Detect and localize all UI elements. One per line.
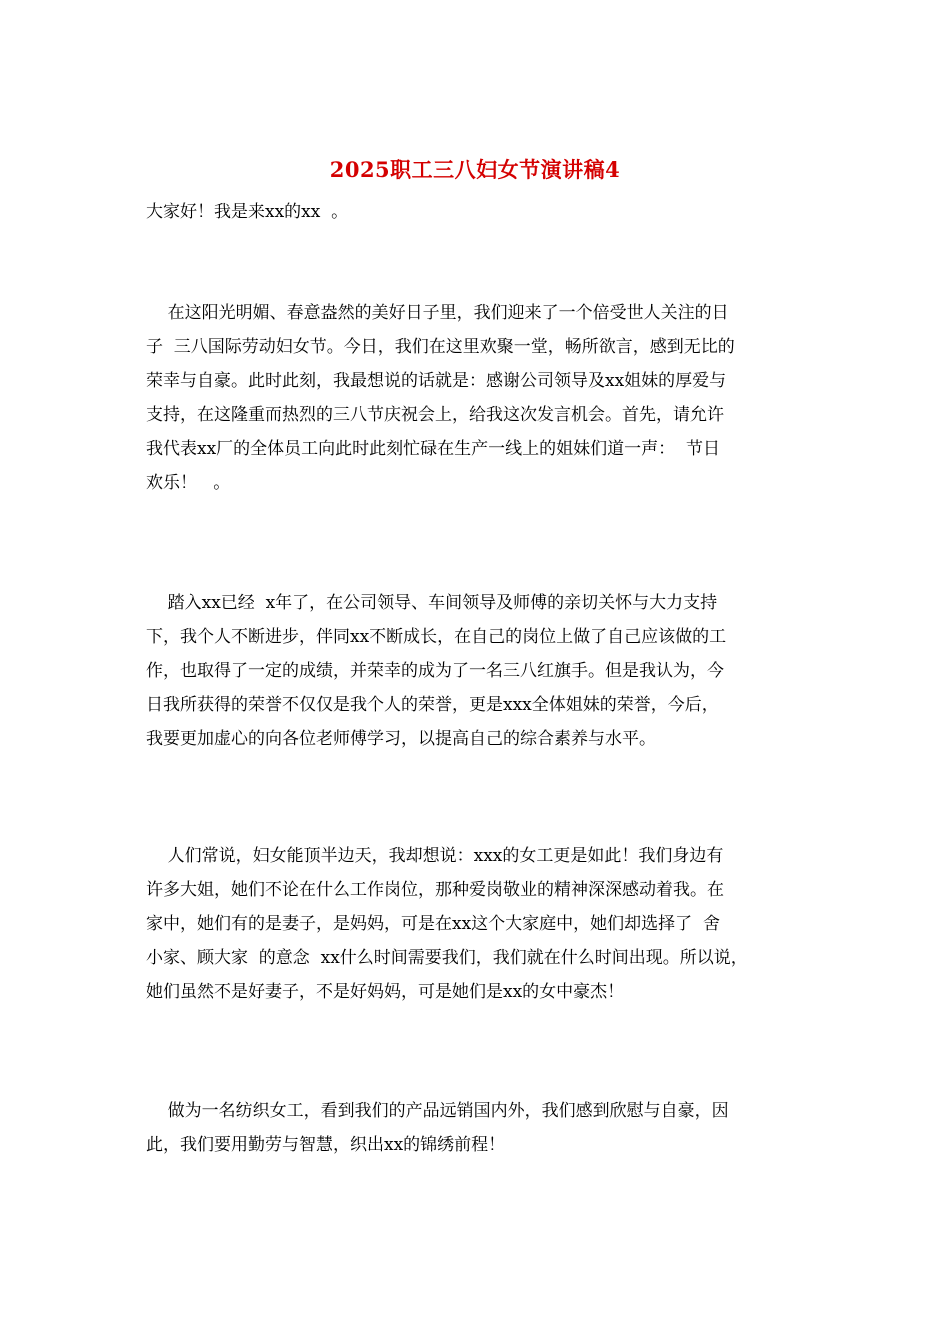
paragraph-line: 子 三八国际劳动妇女节。今日，我们在这里欢聚一堂，畅所欲言，感到无比的 (146, 337, 735, 357)
paragraph-line: 作，也取得了一定的成绩，并荣幸的成为了一名三八红旗手。但是我认为，今 (146, 661, 724, 681)
paragraph-line: 支持，在这隆重而热烈的三八节庆祝会上，给我这次发言机会。首先，请允许 (146, 405, 724, 425)
paragraph-line: 日我所获得的荣誉不仅仅是我个人的荣誉，更是xxx全体姐妹的荣誉，今后， (146, 695, 719, 715)
document-title: 2025职工三八妇女节演讲稿4 (329, 157, 621, 182)
greeting-line: 大家好！我是来xx的xx 。 (146, 202, 349, 222)
paragraph-line: 荣幸与自豪。此时此刻，我最想说的话就是：感谢公司领导及xx姐妹的厚爱与 (146, 371, 727, 391)
paragraph-4 (146, 1094, 806, 1162)
paragraph-line: 许多大姐，她们不论在什么工作岗位，那种爱岗敬业的精神深深感动着我。在 (146, 880, 724, 900)
paragraph-line: 我代表xx厂的全体员工向此时此刻忙碌在生产一线上的姐妹们道一声： 节日 (146, 439, 720, 459)
paragraph-line: 欢乐！ 。 (146, 473, 231, 493)
paragraph-line: 我要更加虚心的向各位老师傅学习，以提高自己的综合素养与水平。 (146, 729, 656, 749)
paragraph-3 (146, 839, 806, 1009)
paragraph-line: 踏入xx已经 x年了，在公司领导、车间领导及师傅的亲切关怀与大力支持 (146, 593, 718, 613)
paragraph-line: 此，我们要用勤劳与智慧，织出xx的锦绣前程！ (146, 1135, 506, 1155)
paragraph-1 (146, 296, 806, 500)
paragraph-line: 家中，她们有的是妻子，是妈妈，可是在xx这个大家庭中，她们却选择了 舍 (146, 914, 720, 934)
paragraph-line: 下，我个人不断进步，伴同xx不断成长，在自己的岗位上做了自己应该做的工 (146, 627, 727, 647)
paragraph-line: 在这阳光明媚、春意盎然的美好日子里，我们迎来了一个倍受世人关注的日 (146, 303, 729, 323)
paragraph-line: 人们常说，妇女能顶半边天，我却想说：xxx的女工更是如此！我们身边有 (146, 846, 724, 866)
paragraph-line: 小家、顾大家 的意念 xx什么时间需要我们，我们就在什么时间出现。所以说， (146, 948, 748, 968)
paragraph-line: 她们虽然不是好妻子，不是好妈妈，可是她们是xx的女中豪杰！ (146, 982, 625, 1002)
paragraph-line: 做为一名纺织女工，看到我们的产品远销国内外，我们感到欣慰与自豪，因 (146, 1101, 729, 1121)
paragraph-2 (146, 586, 806, 756)
